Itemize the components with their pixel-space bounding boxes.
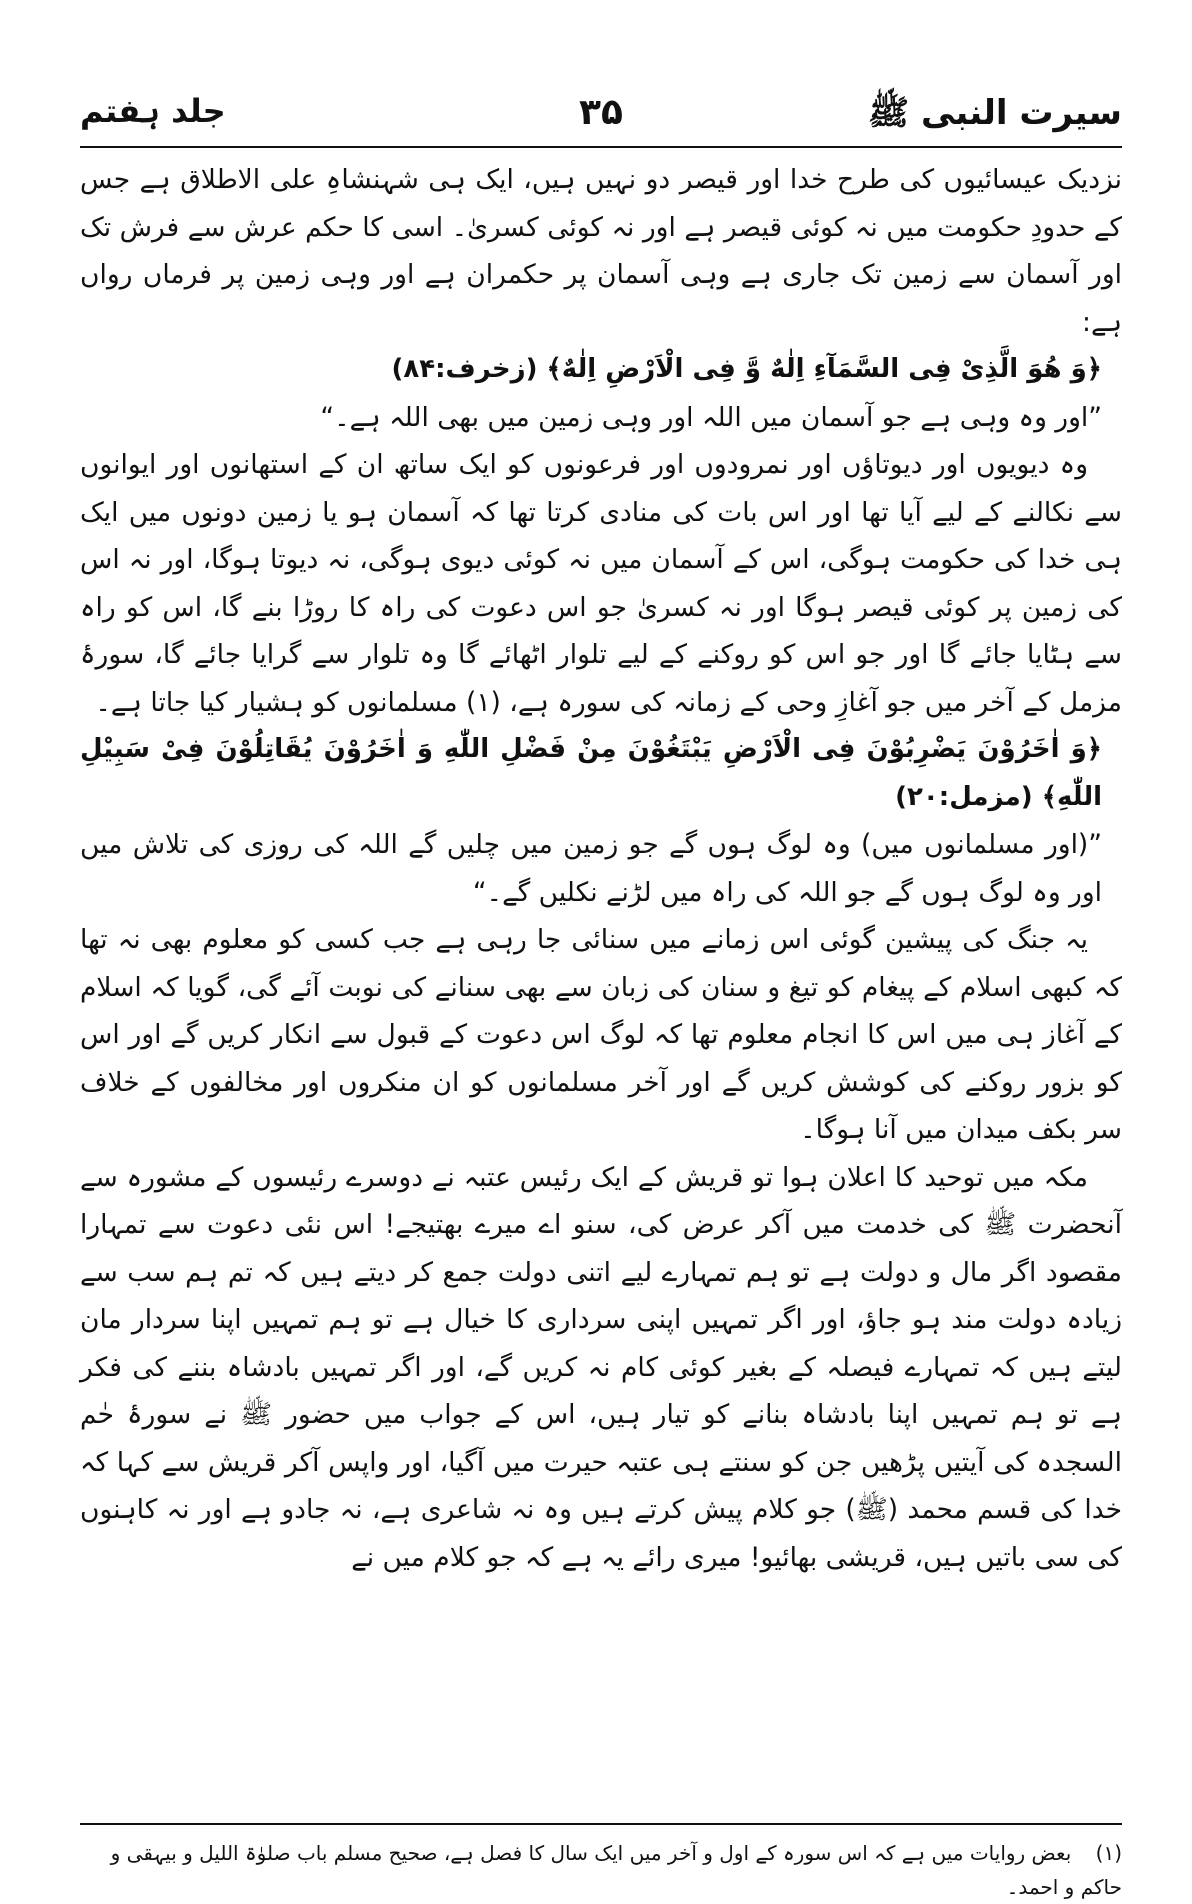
verse-translation-2: ”(اور مسلمانوں میں) وہ لوگ ہوں گے جو زمین میں چلیں گے اللہ کی روزی کی تلاش میں اور وہ لوگ ہوں گے جو اللہ کی راہ میں لڑنے نکلیں گے۔“ (80, 829, 1102, 908)
page-number: ۳۵ (579, 92, 623, 133)
verse-translation-1: ”اور وہ وہی ہے جو آسمان میں اللہ اور وہی زمین میں بھی اللہ ہے۔“ (320, 401, 1102, 433)
footnote-marker: (۱) (1095, 1841, 1122, 1865)
footnote (80, 1836, 1122, 1904)
paragraph-3: یہ جنگ کی پیشین گوئی اس زمانے میں سنائی جا رہی ہے جب کسی کو معلوم بھی نہ تھا کہ کبھی اسلام کے پیغام کو تیغ و سنان کی زبان سے بھی سنانے کی نوبت آئے گی، گویا کہ اسلام کے آغاز ہی میں اس کا انجام معلوم تھا کہ لوگ اس دعوت کے قبول سے انکار کریں گے اور اس کو بزور روکنے کی کوشش کریں گے اور آخر مسلمانوں کو ان منکروں اور مخالفوں کے خلاف سر بکف میدان میں آنا ہوگا۔ (80, 924, 1122, 1145)
paragraph-2: وہ دیویوں اور دیوتاؤں اور نمرودوں اور فرعونوں کو ایک ساتھ ان کے استھانوں اور ایوانوں سے نکالنے کے لیے آیا تھا اور اس بات کی منادی کرتا تھا کہ آسمان ہو یا زمین دونوں میں ایک ہی خدا کی حکومت ہوگی، اس کے آسمان میں نہ کوئی دیوی ہوگی، نہ دیوتا ہوگا، اور نہ اس کی زمین پر کوئی قیصر ہوگا اور نہ کسریٰ جو اس دعوت کی راہ کا روڑا بنے گا، اس کو راہ سے ہٹایا جائے گا اور جو اس کو روکنے کے لیے تلوار اٹھائے گا وہ تلوار سے گرایا جائے گا، سورۂ مزمل کے آخر میں جو آغازِ وحی کے زمانہ کی سورہ ہے، (۱) مسلمانوں کو ہشیار کیا جاتا ہے۔ (80, 449, 1122, 718)
volume-label: جلد ہفتم (80, 92, 226, 130)
running-title: سیرت النبی ﷺ (868, 93, 1122, 133)
footnote-text: بعض روایات میں ہے کہ اس سورہ کے اول و آخر میں ایک سال کا فصل ہے، صحیح مسلم باب صلوٰۃ اللیل و بیہقی و حاکم و احمد۔ (110, 1841, 1122, 1899)
footnote-rule (80, 1823, 1122, 1825)
paragraph-4: مکہ میں توحید کا اعلان ہوا تو قریش کے ایک رئیس عتبہ نے دوسرے رئیسوں کے مشورہ سے آنحضرت ﷺ کی خدمت میں آکر عرض کی، سنو اے میرے بھتیجے! اس نئی دعوت سے تمہارا مقصود اگر مال و دولت ہے تو ہم تمہارے لیے اتنی دولت جمع کر دیتے ہیں کہ تم ہم سب سے زیادہ دولت مند ہو جاؤ، اور اگر تمہیں اپنی سرداری کا خیال ہے تو ہم تمہیں اپنا سردار مان لیتے ہیں کہ تمہارے فیصلہ کے بغیر کوئی کام نہ کریں گے، اور اگر تمہیں بادشاہ بننے کی فکر ہے تو ہم تمہیں اپنا بادشاہ بنانے کو تیار ہیں، اس کے جواب میں حضور ﷺ نے سورۂ حٰم السجدہ کی آیتیں پڑھیں جن کو سنتے ہی عتبہ حیرت میں آگیا، اور واپس آکر قریش سے کہا کہ خدا کی قسم محمد (ﷺ) جو کلام پیش کرتے ہیں وہ نہ شاعری ہے، نہ جادو ہے اور نہ کاہنوں کی سی باتیں ہیں، قریشی بھائیو! میری رائے یہ ہے کہ جو کلام میں نے (80, 1161, 1122, 1573)
header-rule (80, 146, 1122, 148)
quran-verse-zukhruf: ﴿وَ هُوَ الَّذِیْ فِی السَّمَآءِ اِلٰهٌ وَّ فِی الْاَرْضِ اِلٰهٌ﴾ (زخرف:۸۴) (391, 354, 1102, 384)
quran-verse-muzzammil: ﴿وَ اٰخَرُوْنَ یَضْرِبُوْنَ فِی الْاَرْضِ یَبْتَغُوْنَ مِنْ فَضْلِ اللّٰهِ وَ اٰخَرُوْنَ یُقَاتِلُوْنَ فِیْ سَبِیْلِ اللّٰهِ﴾ (مزمل:۲۰) (80, 734, 1102, 812)
page-header (80, 92, 1122, 144)
paragraph-1: نزدیک عیسائیوں کی طرح خدا اور قیصر دو نہیں ہیں، ایک ہی شہنشاہِ علی الاطلاق ہے جس کے حدودِ حکومت میں نہ کوئی قیصر ہے اور نہ کوئی کسریٰ۔ اسی کا حکم عرش سے فرش تک اور آسمان سے زمین تک جاری ہے وہی آسمان پر حکمران ہے اور وہی زمین پر فرماں رواں ہے: (80, 164, 1122, 338)
main-text (80, 156, 1122, 1581)
